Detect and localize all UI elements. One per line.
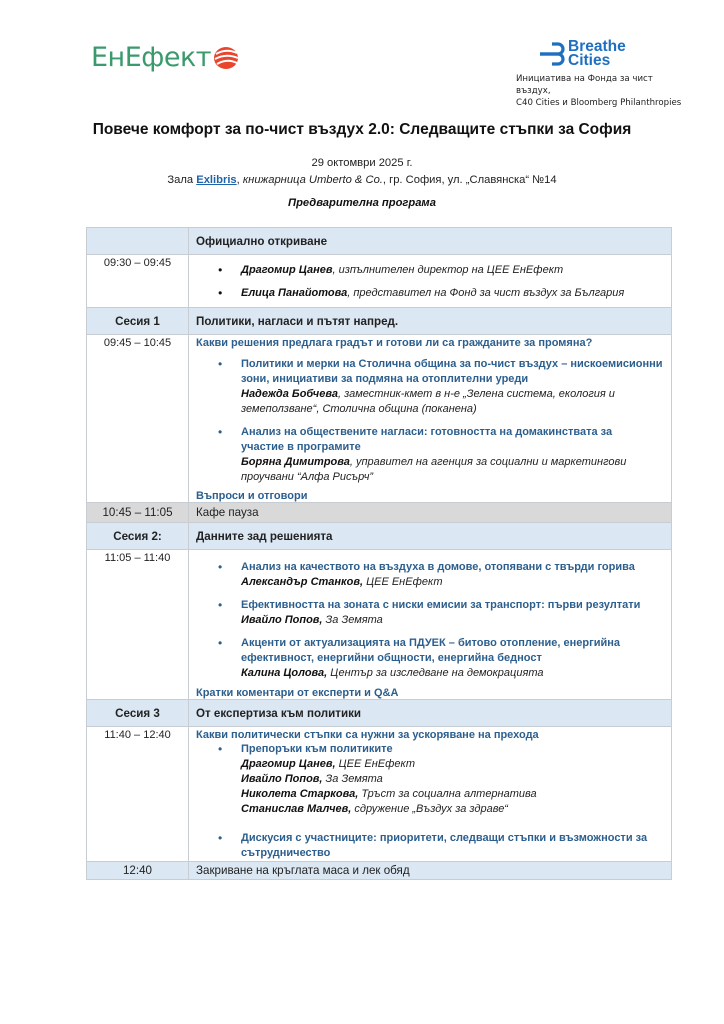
session1-question: Какви решения предлага градът и готови ли са гражданите за промяна? bbox=[196, 337, 593, 349]
session2-item: • Анализ на качеството на въздуха в домове, отопявани с твърди горива Александър Станков, ЦЕЕ ЕнЕфект bbox=[196, 560, 671, 590]
break-label: Кафе пауза bbox=[189, 503, 672, 523]
event-venue bbox=[0, 174, 724, 186]
enefect-logo bbox=[91, 42, 239, 73]
opening-speaker: • Драгомир Цанев, изпълнителен директор на ЦЕЕ ЕнЕфект bbox=[196, 263, 671, 278]
session3-title: От експертиза към политики bbox=[189, 700, 672, 727]
session2-title: Данните зад решенията bbox=[189, 523, 672, 550]
document-title: Повече комфорт за по-чист въздух 2.0: Следващите стъпки за София bbox=[92, 121, 632, 138]
session2-header-row bbox=[87, 523, 672, 550]
breathe-subtitle-2: C40 Cities и Bloomberg Philanthropies bbox=[516, 98, 682, 108]
session3-discussion: • Дискусия с участниците: приоритети, следващи стъпки и възможности за сътрудничество bbox=[196, 831, 671, 861]
closing-time: 12:40 bbox=[87, 862, 189, 880]
venue-bookstore: книжарница Umberto & Co. bbox=[242, 174, 383, 186]
venue-link[interactable]: Exlibris bbox=[196, 174, 237, 186]
session1-header-row bbox=[87, 308, 672, 335]
breathe-logo-line2: Cities bbox=[568, 52, 611, 69]
session1-title: Политики, нагласи и пътят напред. bbox=[189, 308, 672, 335]
break-time: 10:45 – 11:05 bbox=[87, 503, 189, 523]
session3-question: Какви политически стъпки са нужни за ускоряване на прехода bbox=[196, 729, 539, 741]
session2-item: • Ефективността на зоната с ниски емисии за транспорт: първи резултати Ивайло Попов, За Земята bbox=[196, 598, 671, 628]
session2-row bbox=[87, 550, 672, 700]
breathe-cities-wind-icon bbox=[538, 40, 568, 68]
session3-time: 11:40 – 12:40 bbox=[104, 729, 171, 741]
break-row bbox=[87, 503, 672, 523]
opening-speaker: • Елица Панайотова, представител на Фонд за чист въздух за България bbox=[196, 286, 671, 301]
session1-label: Сесия 1 bbox=[87, 308, 189, 335]
session3-label: Сесия 3 bbox=[87, 700, 189, 727]
closing-row bbox=[87, 862, 672, 880]
closing-label: Закриване на кръглата маса и лек обяд bbox=[189, 862, 672, 880]
enefect-ball-icon bbox=[213, 46, 239, 70]
session1-time: 09:45 – 10:45 bbox=[103, 337, 172, 349]
session3-row bbox=[87, 727, 672, 862]
session1-item: • Политики и мерки на Столична община за по-чист въздух – нискоемисионни зони, инициативи за подмяна на отоплителни уреди Надежда Бобчева, заместник-кмет в н-е „Зелена система, екология и земеползване“, Столична община (поканена) bbox=[196, 357, 671, 417]
opening-label bbox=[87, 228, 189, 255]
opening-row bbox=[87, 255, 672, 308]
event-date: 29 октомври 2025 г. bbox=[311, 157, 413, 169]
session2-item: • Акценти от актуализацията на ПДУЕК – битово отопление, енергийна ефективност, енергийни общности, енергийна бедност Калина Цолова, Център за изследване на демокрацията bbox=[196, 636, 671, 681]
session2-label: Сесия 2: bbox=[87, 523, 189, 550]
opening-header-row bbox=[87, 228, 672, 255]
venue-prefix: Зала bbox=[167, 174, 197, 186]
program-table bbox=[86, 227, 672, 880]
session3-header-row bbox=[87, 700, 672, 727]
program-subtitle: Предварителна програма bbox=[288, 197, 436, 209]
breathe-logo-line1: Breathe bbox=[568, 38, 626, 55]
opening-title: Официално откриване bbox=[189, 228, 672, 255]
breathe-subtitle-1: Инициатива на Фонда за чист въздух, bbox=[516, 74, 653, 96]
breathe-cities-logo bbox=[516, 40, 686, 109]
venue-sep: , bbox=[236, 174, 243, 186]
session2-time: 11:05 – 11:40 bbox=[104, 552, 171, 564]
opening-time: 09:30 – 09:45 bbox=[103, 257, 172, 269]
session1-item: • Анализ на обществените нагласи: готовността на домакинствата за участие в програмите Боряна Димитрова, управител на агенция за социални и маркетингови проучвани “Алфа Рисърч” bbox=[196, 425, 671, 485]
session1-row bbox=[87, 335, 672, 503]
session1-qa: Въпроси и отговори bbox=[196, 490, 308, 502]
venue-address: , гр. София, ул. „Славянска“ №14 bbox=[382, 174, 557, 186]
session2-qa: Кратки коментари от експерти и Q&A bbox=[196, 687, 399, 699]
enefect-logo-text: ЕнЕфект bbox=[91, 42, 212, 73]
session3-recommendations: • Препоръки към политиките Драгомир Цанев, ЦЕЕ ЕнЕфект Ивайло Попов, За Земята Николета Старкова, Тръст за социална алтернатива Станислав Малчев, сдружение „Въздух за здраве“ bbox=[196, 742, 671, 817]
